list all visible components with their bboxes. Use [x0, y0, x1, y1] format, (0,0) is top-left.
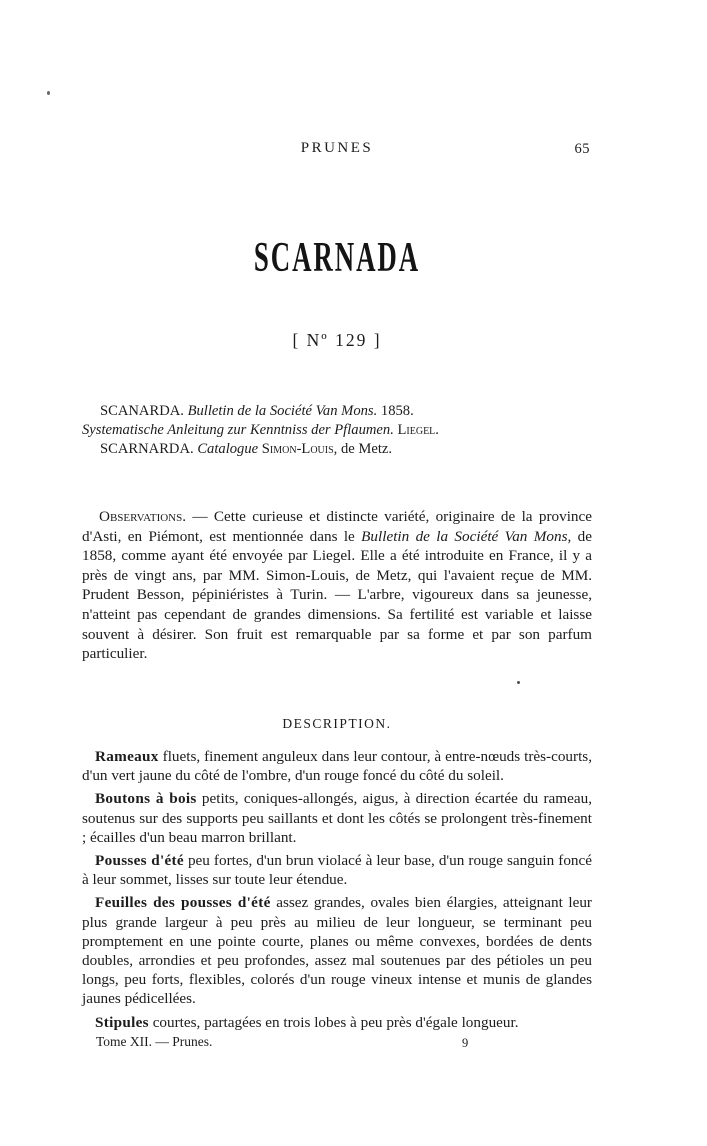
synonymy-entry: SCARNARDA. Catalogue Simon-Louis, de Metz.	[100, 441, 393, 457]
description-section	[82, 747, 592, 1036]
description-paragraph-boutons: Boutons à bois petits, coniques-allongés, aigus, à direction écartée du rameau, soutenus sur des supports peu saillants et dont les côtés se prolongent très-finement ; écailles d'un beau marron brillant.	[82, 790, 592, 846]
variety-number: [ Nº 129 ]	[292, 330, 382, 350]
observations-paragraph: Observations. — Cette curieuse et distincte variété, originaire de la province d'Asti, en Piémont, est mentionnée dans le Bulletin de la Société Van Mons, de 1858, comme ayant été envoyée par Liegel. Elle a été introduite en France, il y a près de vingt ans, par MM. Simon-Louis, de Metz, qui l'avaient reçue de MM. Prudent Besson, pépiniéristes à Turin. — L'arbre, vigoureux dans sa jeunesse, n'atteint pas cependant de grandes dimensions. Sa fertilité est variable et laisse souvent à désirer. Son fruit est remarquable par sa forme et par son parfum particulier.	[82, 508, 592, 663]
tome-label: Tome XII. — Prunes.	[96, 1034, 213, 1049]
description-heading: DESCRIPTION.	[282, 716, 392, 731]
synonymy-entry: SCANARDA. Bulletin de la Société Van Mons. 1858.	[100, 403, 414, 419]
page-footer	[96, 1034, 596, 1050]
running-head	[82, 140, 592, 157]
running-title: PRUNES	[300, 140, 374, 156]
synonymy-entry: Systematische Anleitung zur Kenntniss der Pflaumen. Liegel.	[82, 422, 439, 438]
variety-title: SCARNADA	[253, 235, 421, 281]
page-number: 65	[574, 141, 590, 157]
synonymy-list	[82, 402, 602, 459]
ink-speck	[517, 681, 520, 684]
ink-speck	[47, 91, 50, 95]
description-paragraph-rameaux: Rameaux fluets, finement anguleux dans leur contour, à entre-nœuds très-courts, d'un vert jaune du côté de l'ombre, d'un rouge foncé du côté du soleil.	[82, 748, 592, 785]
signature-number: 9	[462, 1036, 469, 1050]
description-paragraph-stipules: Stipules courtes, partagées en trois lobes à peu près d'égale longueur.	[95, 1013, 519, 1031]
description-paragraph-feuilles: Feuilles des pousses d'été assez grandes, ovales bien élargies, atteignant leur plus grande largeur à peu près au milieu de leur longueur, se terminant peu promptement en une pointe courte, planes ou même convexes, bordées de dents doubles, arrondies et peu profondes, assez mal soutenues par des pétioles un peu longs, peu forts, flexibles, colorés d'un rouge vineux intense et munis de glandes jaunes pédicellées.	[82, 894, 592, 1008]
description-paragraph-pousses: Pousses d'été peu fortes, d'un brun violacé à leur base, d'un rouge sanguin foncé à leur sommet, lisses sur toute leur étendue.	[82, 852, 593, 889]
